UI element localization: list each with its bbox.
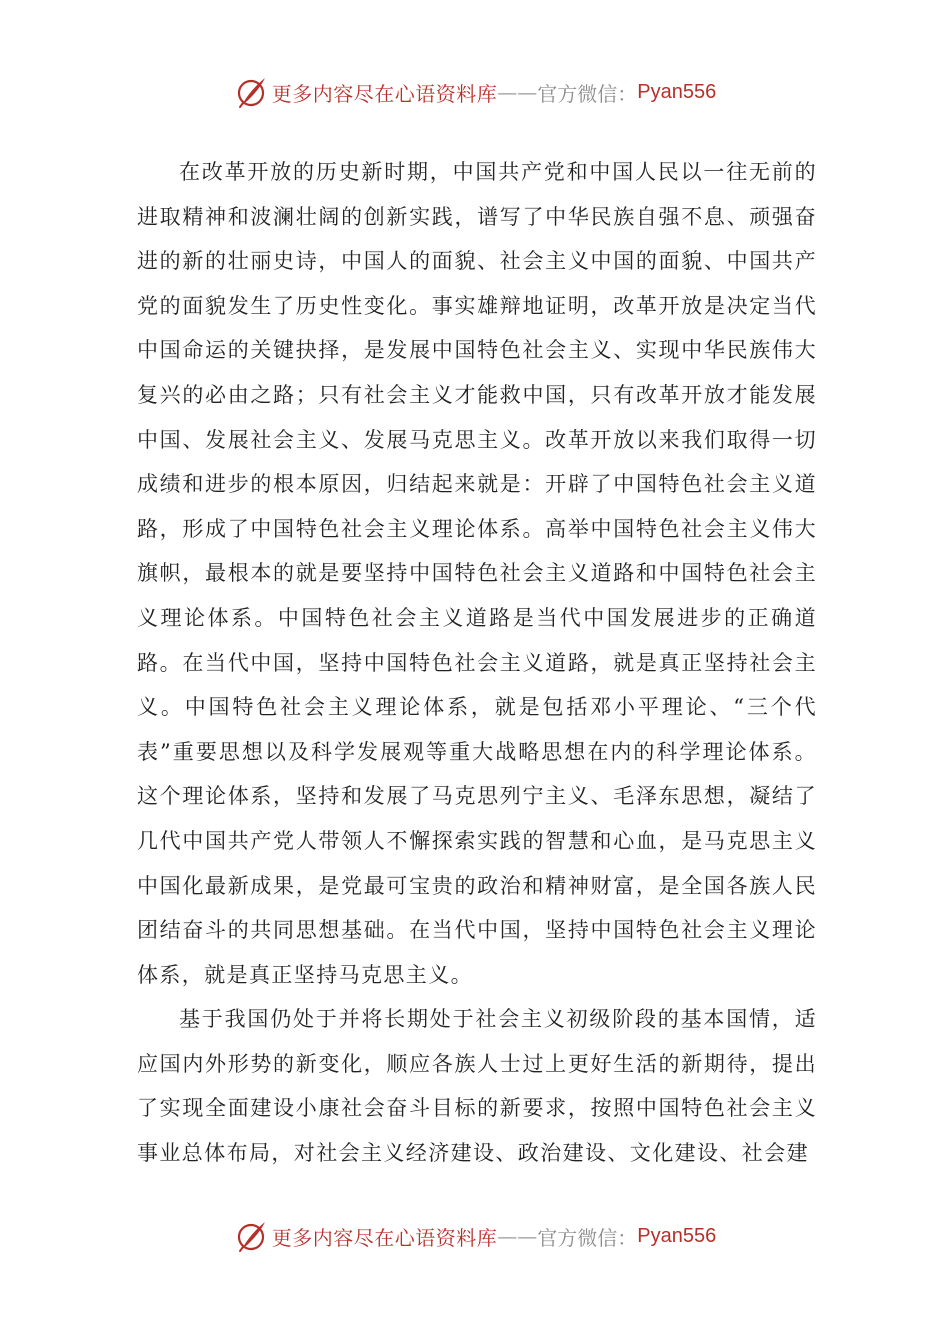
header-wechat-label: 官方微信： xyxy=(537,81,638,106)
paragraph-1: 在改革开放的历史新时期，中国共产党和中国人民以一往无前的进取精神和波澜壮阔的创新实践，谱写了中华民族自强不息、顽强奋进的新的壮丽史诗，中国人的面貌、社会主义中国的面貌、中国共产党的面貌发生了历史性变化。事实雄辩地证明，改革开放是决定当代中国命运的关键抉择，是发展中国特色社会主义、实现中华民族伟大复兴的必由之路；只有社会主义才能救中国，只有改革开放才能发展中国、发展社会主义、发展马克思主义。改革开放以来我们取得一切成绩和进步的根本原因，归结起来就是：开辟了中国特色社会主义道路，形成了中国特色社会主义理论体系。高举中国特色社会主义伟大旗帜，最根本的就是要坚持中国特色社会主义道路和中国特色社会主义理论体系。中国特色社会主义道路是当代中国发展进步的正确道路。在当代中国，坚持中国特色社会主义道路，就是真正坚持社会主义。中国特色社会主义理论体系，就是包括邓小平理论、“三个代表”重要思想以及科学发展观等重大战略思想在内的科学理论体系。这个理论体系，坚持和发展了马克思列宁主义、毛泽东思想，凝结了几代中国共产党人带领人不懈探索实践的智慧和心血，是马克思主义中国化最新成果，是党最可宝贵的政治和精神财富，是全国各族人民团结奋斗的共同思想基础。在当代中国，坚持中国特色社会主义理论体系，就是真正坚持马克思主义。 xyxy=(137,160,817,987)
header-banner xyxy=(0,70,950,114)
document-body xyxy=(137,150,817,1176)
header-wechat-id: Pyan556 xyxy=(637,80,717,103)
footer-wechat-label: 官方微信： xyxy=(537,1225,638,1250)
quill-pen-icon xyxy=(234,1219,268,1253)
header-separator: —— xyxy=(497,80,538,104)
header-brand-text: 更多内容尽在心语资料库 xyxy=(271,81,498,106)
footer-wechat-id: Pyan556 xyxy=(637,1224,717,1247)
footer-separator: —— xyxy=(497,1224,538,1248)
footer-brand-text: 更多内容尽在心语资料库 xyxy=(271,1225,498,1250)
quill-pen-icon xyxy=(234,75,268,109)
footer-banner xyxy=(0,1214,950,1258)
paragraph-2: 基于我国仍处于并将长期处于社会主义初级阶段的基本国情，适应国内外形势的新变化，顺应各族人士过上更好生活的新期待，提出了实现全面建设小康社会奋斗目标的新要求，按照中国特色社会主义事业总体布局，对社会主义经济建设、政治建设、文化建设、社会建 xyxy=(137,1007,817,1166)
